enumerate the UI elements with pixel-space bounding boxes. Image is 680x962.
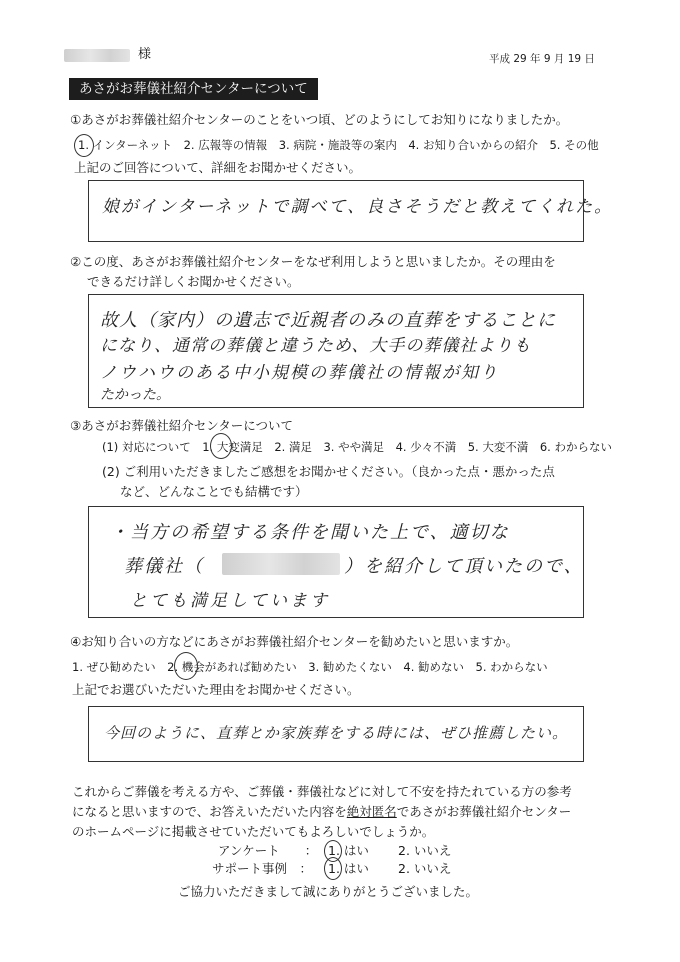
page-title: あさがお葬儀社紹介センターについて <box>69 78 318 100</box>
redacted-company <box>222 553 340 575</box>
q1-question: ①あさがお葬儀社紹介センターのことをいつ頃、どのようにしてお知りになりましたか。 <box>70 112 569 127</box>
q3-sub2-line2: など、どんなことでも結構です） <box>120 484 308 499</box>
consent-case-circle <box>324 857 342 880</box>
q3-answer-line: とても満足しています <box>130 591 330 611</box>
q1-followup: 上記のご回答について、詳細をお聞かせください。 <box>74 160 362 175</box>
q3-answer-line: 葬儀社（ <box>124 556 204 577</box>
consent-case-label: サポート事例 ： <box>212 861 313 876</box>
q2-answer-line: になり、通常の葬儀と違うため、大手の葬儀社よりも <box>100 336 532 356</box>
q3-answer-line: ）を紹介して頂いたので、 <box>344 556 584 577</box>
consent-survey-label: アンケート ： <box>218 843 318 858</box>
q2-question-line2: できるだけ詳しくお聞かせください。 <box>87 274 300 289</box>
honorific: 様 <box>138 47 152 62</box>
closing-line: になると思いますので、お答えいただいた内容を絶対匿名であさがお葬儀社紹介センター <box>72 804 572 819</box>
thanks: ご協力いただきまして誠にありがとうございました。 <box>178 884 479 899</box>
q3-question: ③あさがお葬儀社紹介センターについて <box>70 418 293 433</box>
consent-survey-no: 2. いいえ <box>398 843 452 858</box>
q2-answer-line: ノウハウのある中小規模の葬儀社の情報が知り <box>100 363 499 383</box>
q3-sub1: (1) 対応について 1. 大変満足 2. 満足 3. やや満足 4. 少々不満 5. 大変不満 6. わからない <box>102 440 612 454</box>
consent-case-no: 2. いいえ <box>398 861 452 876</box>
date: 平成 29 年 9 月 19 日 <box>489 53 595 65</box>
anonymous-emphasis: 絶対匿名 <box>346 804 397 819</box>
q3-answer-line: ・当方の希望する条件を聞いた上で、適切な <box>110 522 510 543</box>
q3-selected-circle <box>210 433 232 459</box>
redacted-name <box>64 49 130 62</box>
q1-selected-circle <box>74 134 94 157</box>
q1-answer: 娘がインターネットで調べて、良さそうだと教えてくれた。 <box>102 197 614 217</box>
q2-answer-line: 故人（家内）の遺志で近親者のみの直葬をすることに <box>100 310 556 331</box>
q4-options: 1. ぜひ勧めたい 2. 機会があれば勧めたい 3. 勧めたくない 4. 勧めない 5. わからない <box>72 660 548 674</box>
q4-answer: 今回のように、直葬とか家族葬をする時には、ぜひ推薦したい。 <box>104 724 569 742</box>
q4-selected-circle <box>174 652 198 680</box>
q4-question: ④お知り合いの方などにあさがお葬儀社紹介センターを勧めたいと思いますか。 <box>70 634 519 649</box>
q4-followup: 上記でお選びいただいた理由をお聞かせください。 <box>72 682 360 697</box>
consent-case-yes: 1. はい <box>328 861 369 876</box>
q1-options: 1. インターネット 2. 広報等の情報 3. 病院・施設等の案内 4. お知り合いからの紹介 5. その他 <box>78 138 599 152</box>
q2-answer-line: たかった。 <box>100 387 170 403</box>
closing-line: これからご葬儀を考える方や、ご葬儀・葬儀社などに対して不安を持たれている方の参考 <box>72 784 572 799</box>
q2-question-line1: ②この度、あさがお葬儀社紹介センターをなぜ利用しようと思いましたか。その理由を <box>70 254 556 269</box>
closing-line: のホームページに掲載させていただいてもよろしいでしょうか。 <box>72 824 435 839</box>
consent-survey-yes: 1. はい <box>328 843 369 858</box>
q3-sub2-line1: (2) ご利用いただきましたご感想をお聞かせください。（良かった点・悪かった点 <box>102 464 555 479</box>
